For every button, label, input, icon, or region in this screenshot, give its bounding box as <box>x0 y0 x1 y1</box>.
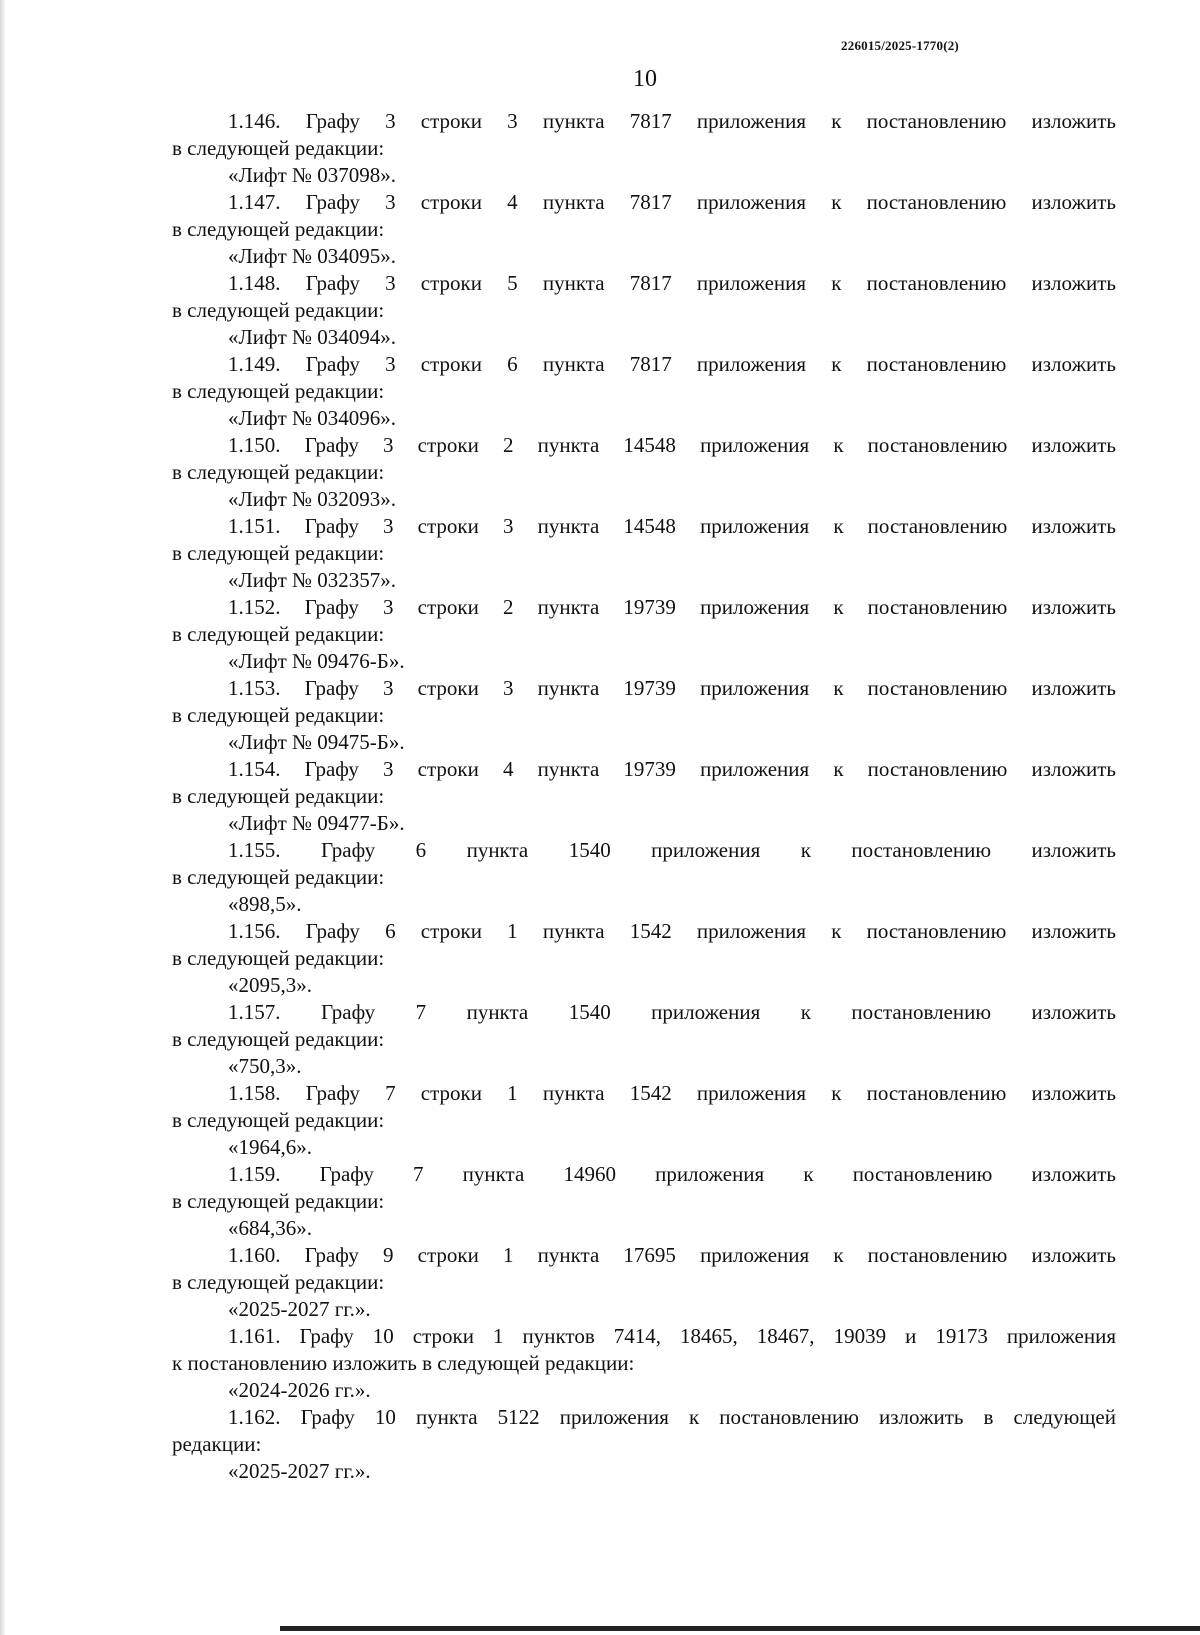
amendment-new-value: «Лифт № 034094». <box>228 325 397 349</box>
amendment-new-value: «Лифт № 09477-Б». <box>228 811 405 835</box>
amendment-new-value: «684,36». <box>228 1216 312 1240</box>
scan-edge-shadow <box>0 0 6 1635</box>
amendment-text-line2: в следующей редакции: <box>172 946 385 970</box>
amendment-text-line2: к постановлению изложить в следующей редакции: <box>172 1351 635 1375</box>
amendment-new-value: «Лифт № 032093». <box>228 487 397 511</box>
amendment-text-line1: 1.149. Графу 3 строки 6 пункта 7817 приложения к постановлению изложить <box>228 352 1116 376</box>
amendment-text-line2: в следующей редакции: <box>172 1027 385 1051</box>
amendment-text-line1: 1.156. Графу 6 строки 1 пункта 1542 приложения к постановлению изложить <box>228 919 1116 943</box>
page-number: 10 <box>633 66 657 92</box>
amendment-new-value: «898,5». <box>228 892 302 916</box>
amendment-new-value: «750,3». <box>228 1054 302 1078</box>
amendment-text-line2: в следующей редакции: <box>172 865 385 889</box>
bottom-scan-border <box>280 1626 1200 1631</box>
amendment-item <box>172 999 1116 1080</box>
amendment-new-value: «2025-2027 гг.». <box>228 1297 371 1321</box>
document-body <box>172 108 1116 1485</box>
amendment-text-line1: 1.151. Графу 3 строки 3 пункта 14548 приложения к постановлению изложить <box>228 514 1116 538</box>
amendment-item <box>172 513 1116 594</box>
amendment-item <box>172 837 1116 918</box>
amendment-new-value: «2024-2026 гг.». <box>228 1378 371 1402</box>
amendment-item <box>172 1161 1116 1242</box>
amendment-item <box>172 1404 1116 1485</box>
amendment-text-line2: в следующей редакции: <box>172 784 385 808</box>
amendment-text-line2: в следующей редакции: <box>172 622 385 646</box>
amendment-text-line1: 1.161. Графу 10 строки 1 пунктов 7414, 18465, 18467, 19039 и 19173 приложения <box>228 1324 1116 1348</box>
amendment-item <box>172 594 1116 675</box>
amendment-text-line1: 1.160. Графу 9 строки 1 пункта 17695 приложения к постановлению изложить <box>228 1243 1116 1267</box>
amendment-new-value: «Лифт № 034095». <box>228 244 397 268</box>
amendment-text-line2: в следующей редакции: <box>172 460 385 484</box>
amendment-text-line1: 1.158. Графу 7 строки 1 пункта 1542 приложения к постановлению изложить <box>228 1081 1116 1105</box>
amendment-text-line1: 1.148. Графу 3 строки 5 пункта 7817 приложения к постановлению изложить <box>228 271 1116 295</box>
document-registration-number: 226015/2025-1770(2) <box>841 38 959 53</box>
amendment-item <box>172 1080 1116 1161</box>
amendment-text-line1: 1.147. Графу 3 строки 4 пункта 7817 приложения к постановлению изложить <box>228 190 1116 214</box>
amendment-new-value: «1964,6». <box>228 1135 312 1159</box>
amendment-item <box>172 351 1116 432</box>
amendment-text-line2: в следующей редакции: <box>172 217 385 241</box>
amendment-text-line1: 1.150. Графу 3 строки 2 пункта 14548 приложения к постановлению изложить <box>228 433 1116 457</box>
amendment-text-line1: 1.162. Графу 10 пункта 5122 приложения к постановлению изложить в следующей <box>228 1405 1116 1429</box>
amendment-text-line2: в следующей редакции: <box>172 1270 385 1294</box>
amendment-item <box>172 756 1116 837</box>
amendment-item <box>172 432 1116 513</box>
amendment-text-line2: редакции: <box>172 1432 262 1456</box>
amendment-text-line1: 1.152. Графу 3 строки 2 пункта 19739 приложения к постановлению изложить <box>228 595 1116 619</box>
amendment-new-value: «Лифт № 037098». <box>228 163 397 187</box>
amendment-new-value: «2095,3». <box>228 973 312 997</box>
amendment-item <box>172 1242 1116 1323</box>
amendment-text-line2: в следующей редакции: <box>172 379 385 403</box>
amendment-item <box>172 918 1116 999</box>
amendment-text-line1: 1.146. Графу 3 строки 3 пункта 7817 приложения к постановлению изложить <box>228 109 1116 133</box>
amendment-new-value: «Лифт № 032357». <box>228 568 397 592</box>
amendment-new-value: «Лифт № 09476-Б». <box>228 649 405 673</box>
amendment-text-line2: в следующей редакции: <box>172 1108 385 1132</box>
amendment-new-value: «Лифт № 034096». <box>228 406 397 430</box>
amendment-text-line2: в следующей редакции: <box>172 298 385 322</box>
amendment-item <box>172 1323 1116 1404</box>
amendment-item <box>172 270 1116 351</box>
amendment-new-value: «2025-2027 гг.». <box>228 1459 371 1483</box>
amendment-text-line2: в следующей редакции: <box>172 136 385 160</box>
amendment-item <box>172 675 1116 756</box>
amendment-text-line1: 1.157. Графу 7 пункта 1540 приложения к постановлению изложить <box>228 1000 1116 1024</box>
amendment-text-line2: в следующей редакции: <box>172 1189 385 1213</box>
amendment-text-line1: 1.154. Графу 3 строки 4 пункта 19739 приложения к постановлению изложить <box>228 757 1116 781</box>
amendment-text-line1: 1.155. Графу 6 пункта 1540 приложения к постановлению изложить <box>228 838 1116 862</box>
amendment-text-line1: 1.159. Графу 7 пункта 14960 приложения к постановлению изложить <box>228 1162 1116 1186</box>
amendment-new-value: «Лифт № 09475-Б». <box>228 730 405 754</box>
amendment-text-line2: в следующей редакции: <box>172 541 385 565</box>
amendment-item <box>172 189 1116 270</box>
amendment-text-line2: в следующей редакции: <box>172 703 385 727</box>
amendment-item <box>172 108 1116 189</box>
amendment-text-line1: 1.153. Графу 3 строки 3 пункта 19739 приложения к постановлению изложить <box>228 676 1116 700</box>
